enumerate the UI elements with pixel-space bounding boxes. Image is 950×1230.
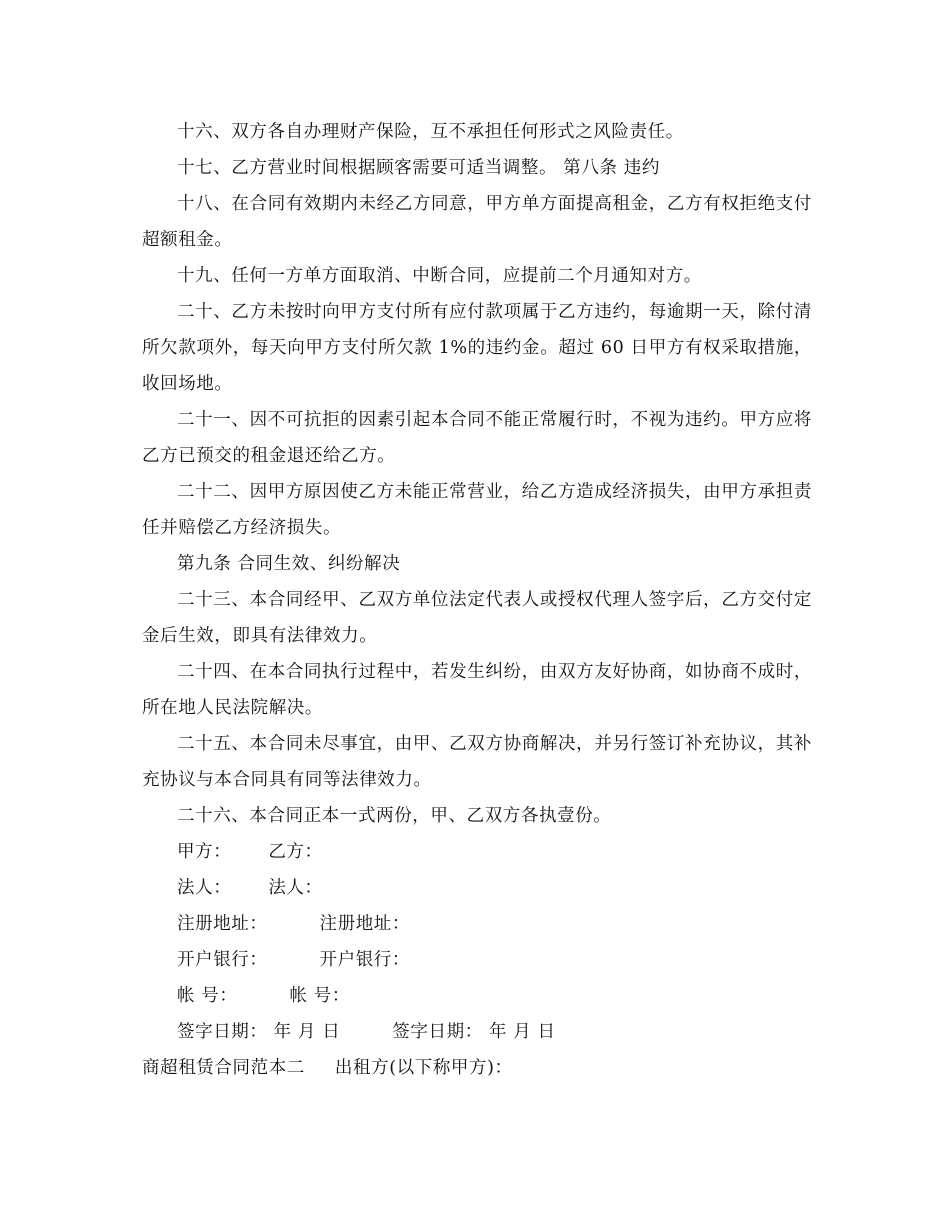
signature-address-row (142, 906, 812, 942)
contract-page (142, 114, 812, 1086)
section-9-heading: 第九条 合同生效、纠纷解决 (177, 554, 401, 574)
lessor-label: 出租方(以下称甲方)： (334, 1058, 513, 1078)
clause-21: 二十一、因不可抗拒的因素引起本合同不能正常履行时，不视为违约。甲方应将乙方已预交的租金退还给乙方。 (142, 410, 812, 466)
clause-18: 十八、在合同有效期内未经乙方同意，甲方单方面提高租金，乙方有权拒绝支付超额租金。 (142, 194, 812, 250)
party-a-label: 甲方： (177, 842, 232, 862)
clause-26: 二十六、本合同正本一式两份，甲、乙双方各执壹份。 (177, 806, 612, 826)
next-contract-title: 商超租赁合同范本二 (142, 1058, 305, 1078)
clause-23: 二十三、本合同经甲、乙双方单位法定代表人或授权代理人签字后，乙方交付定金后生效，即具有法律效力。 (142, 590, 812, 646)
signature-date-row (142, 1014, 812, 1050)
party-b-label: 乙方： (268, 842, 323, 862)
next-contract-line (142, 1050, 812, 1086)
date-b-label: 签字日期： 年 月 日 (392, 1022, 556, 1042)
clause-19: 十九、任何一方单方面取消、中断合同，应提前二个月通知对方。 (177, 266, 702, 286)
account-a-label: 帐 号： (177, 986, 238, 1006)
account-b-label: 帐 号： (289, 986, 350, 1006)
signature-party-row (142, 834, 812, 870)
legal-b-label: 法人： (268, 878, 323, 898)
clause-17: 十七、乙方营业时间根据顾客需要可适当调整。 第八条 违约 (177, 158, 660, 178)
signature-legal-row (142, 870, 812, 906)
address-a-label: 注册地址： (177, 914, 268, 934)
address-b-label: 注册地址： (319, 914, 410, 934)
signature-bank-row (142, 942, 812, 978)
clause-25: 二十五、本合同未尽事宜，由甲、乙双方协商解决，并另行签订补充协议，其补充协议与本合同具有同等法律效力。 (142, 734, 812, 790)
clause-20: 二十、乙方未按时向甲方支付所有应付款项属于乙方违约，每逾期一天，除付清所欠款项外，每天向甲方支付所欠款 1%的违约金。超过 60 日甲方有权采取措施，收回场地。 (142, 302, 812, 394)
clause-24: 二十四、在本合同执行过程中，若发生纠纷，由双方友好协商，如协商不成时，所在地人民法院解决。 (142, 662, 812, 718)
bank-b-label: 开户银行： (319, 950, 410, 970)
bank-a-label: 开户银行： (177, 950, 268, 970)
signature-account-row (142, 978, 812, 1014)
clause-22: 二十二、因甲方原因使乙方未能正常营业，给乙方造成经济损失，由甲方承担责任并赔偿乙方经济损失。 (142, 482, 812, 538)
clause-16: 十六、双方各自办理财产保险，互不承担任何形式之风险责任。 (177, 122, 684, 142)
legal-a-label: 法人： (177, 878, 232, 898)
date-a-label: 签字日期： 年 月 日 (177, 1022, 341, 1042)
